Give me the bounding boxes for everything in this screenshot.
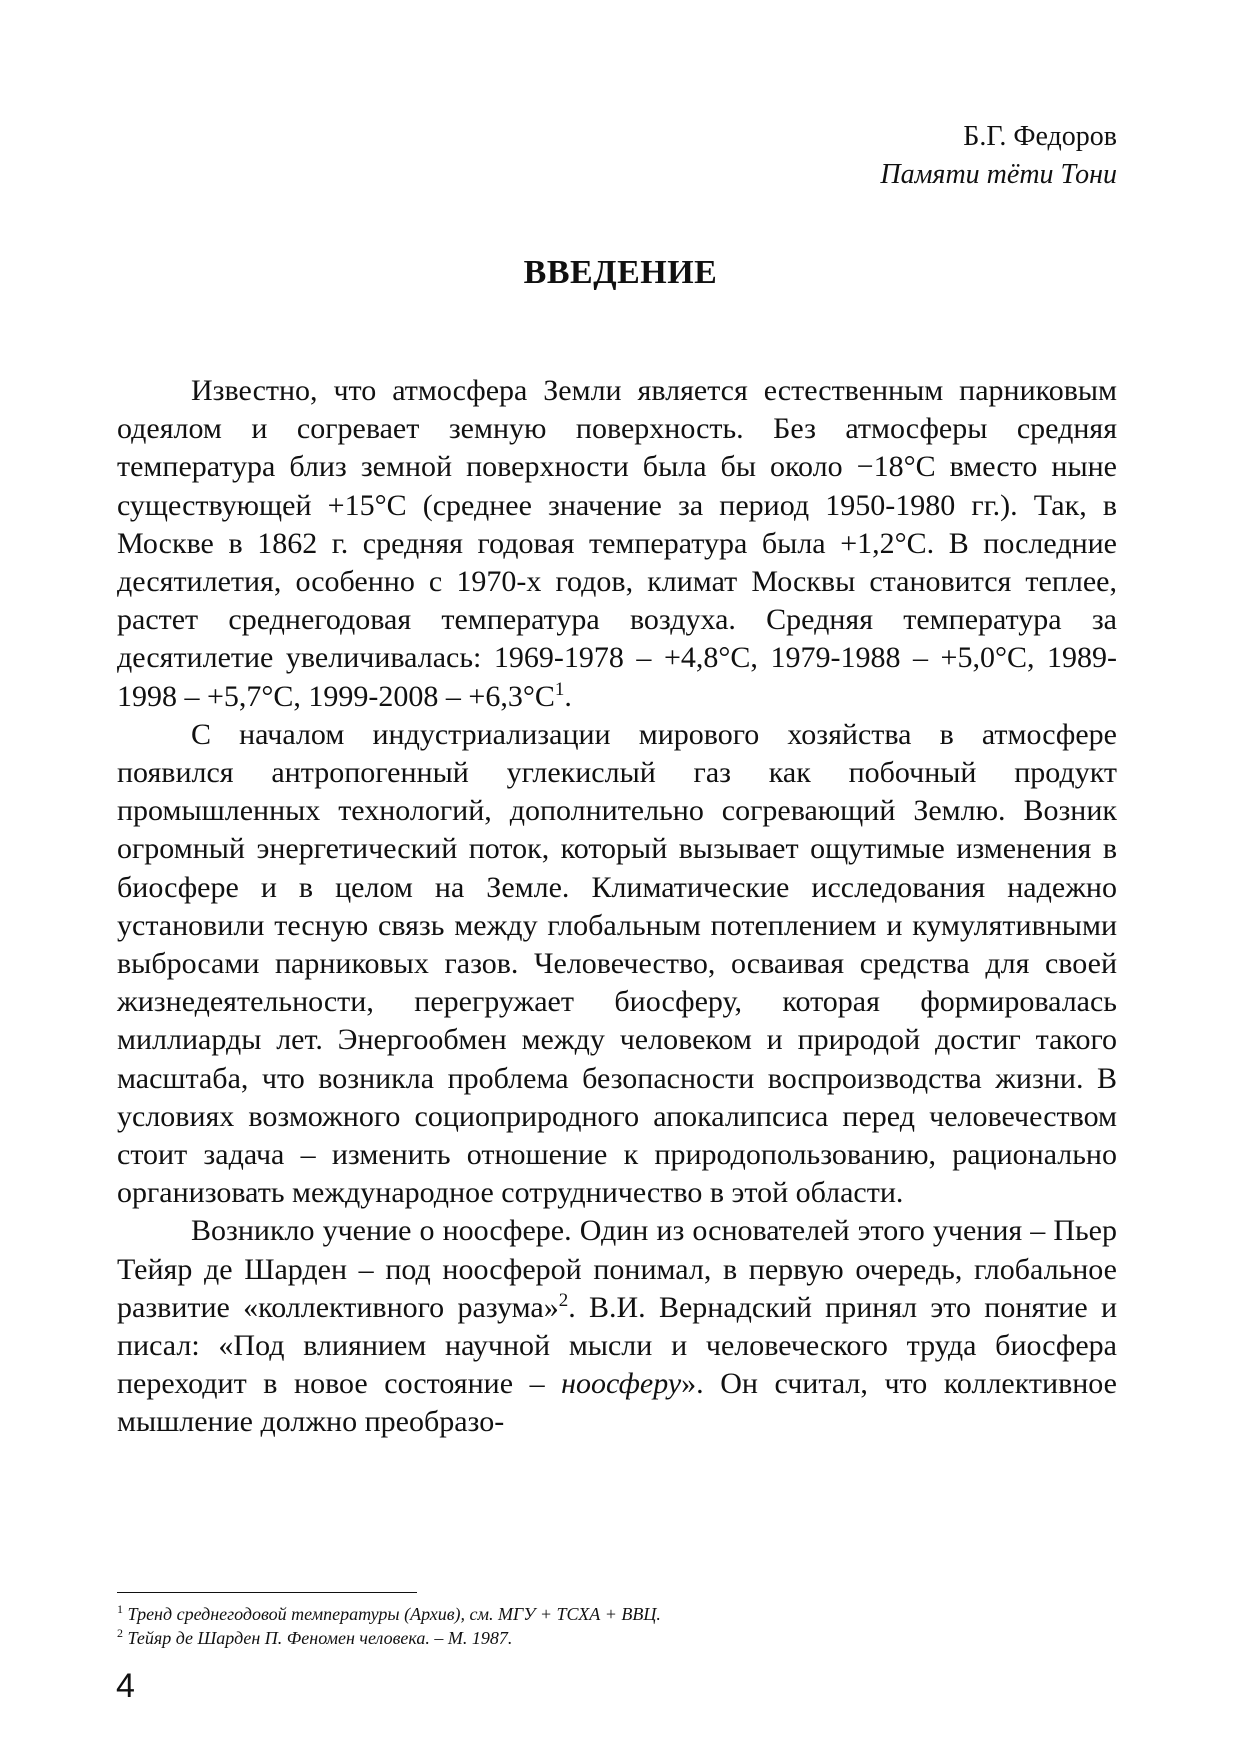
footnote-2 (117, 1626, 1117, 1650)
footnote-ref-1: 1 (554, 678, 565, 700)
footnote-ref-2: 2 (558, 1289, 569, 1311)
author-block (880, 118, 1117, 194)
footnote-1-number: 1 (117, 1602, 123, 1616)
paragraph-3-italic-term: ноосферу (561, 1367, 682, 1401)
paragraph-1-text: Известно, что атмосфера Земли является естественным парниковым одеялом и согревает земную поверхность. Без атмосферы средняя температура близ земной поверхности была бы около −18°С вместо ныне существующей +15°С (среднее значение за период 1950-1980 гг.). Так, в Москве в 1862 г. средняя годовая температура была +1,2°С. В последние десятилетия, особенно с 1970-х годов, климат Москвы становится теплее, растет среднегодовая температура воздуха. Средняя температура за десятилетие увеличивалась: 1969-1978 – +4,8°С, 1979-1988 – +5,0°С, 1989-1998 – +5,7°С, 1999-2008 – +6,3°С (117, 374, 1117, 713)
paragraph-3-tail: ». Он считал, что коллективное мышление должно преобразо- (117, 1367, 1117, 1439)
author-name: Б.Г. Федоров (963, 121, 1117, 152)
footnote-2-text: Тейяр де Шарден П. Феномен человека. – М. 1987. (127, 1628, 513, 1648)
footnote-1 (117, 1602, 1117, 1626)
chapter-title: ВВЕДЕНИЕ (523, 254, 718, 291)
dedication: Памяти тёти Тони (880, 159, 1117, 190)
paragraph-3 (117, 1212, 1117, 1441)
paragraph-1 (117, 372, 1117, 716)
footnote-1-text: Тренд среднегодовой температуры (Архив), см. МГУ + ТСХА + ВВЦ. (127, 1604, 661, 1624)
body-text (117, 372, 1117, 1442)
paragraph-1-tail: . (564, 679, 572, 713)
paragraph-3-text-b: . В.И. Вернадский принял это понятие и писал: «Под влиянием научной мысли и человеческого труда биосфера переходит в новое состояние – (117, 1290, 1117, 1401)
page-number: 4 (116, 1667, 135, 1705)
footnote-divider (117, 1592, 417, 1593)
footnotes (117, 1602, 1117, 1650)
paragraph-2: С началом индустриализации мирового хозяйства в атмосфере появился антропогенный углекислый газ как побочный продукт промышленных технологий, дополнительно согревающий Землю. Возник огромный энергетический поток, который вызывает ощутимые изменения в биосфере и в целом на Земле. Климатические исследования надежно установили тесную связь между глобальным потеплением и кумулятивными выбросами парниковых газов. Человечество, осваивая средства для своей жизнедеятельности, перегружает биосферу, которая формировалась миллиарды лет. Энергообмен между человеком и природой достиг такого масштаба, что возникла проблема безопасности воспроизводства жизни. В условиях возможного социоприродного апокалипсиса перед человечеством стоит задача – изменить отношение к природопользованию, рационально организовать международное сотрудничество в этой области. (117, 717, 1117, 1210)
footnote-2-number: 2 (117, 1626, 123, 1640)
paragraph-3-text-a: Возникло учение о ноосфере. Один из основателей этого учения – Пьер Тейяр де Шарден – под ноосферой понимал, в первую очередь, глобальное развитие «коллективного разума» (117, 1214, 1117, 1324)
